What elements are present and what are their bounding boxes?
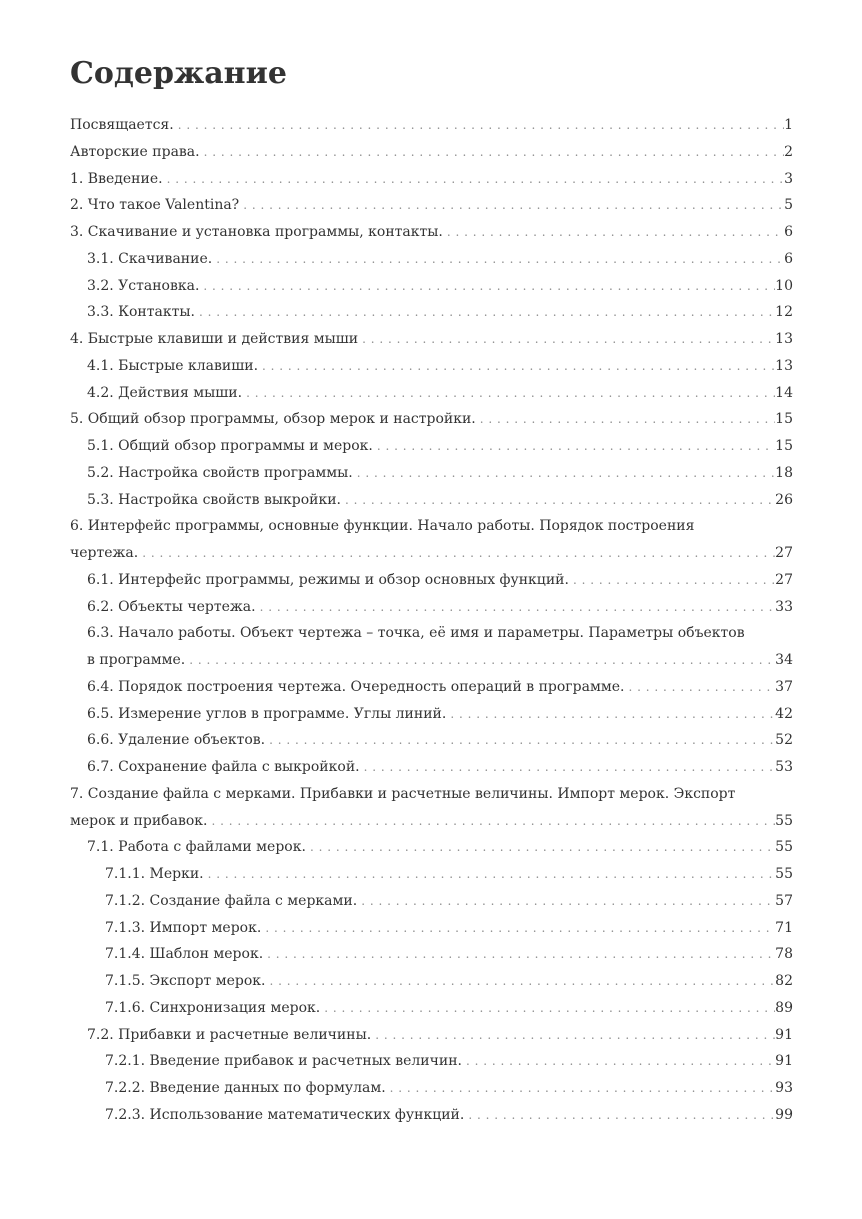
toc-entry-title: 6.5. Измерение углов в программе. Углы линий. (87, 705, 447, 722)
toc-entry-page-number: 57 (775, 892, 793, 909)
toc-entry[interactable] (70, 674, 793, 701)
toc-entry-line (87, 754, 793, 781)
dot-leader (306, 834, 775, 861)
toc-entry[interactable] (70, 513, 793, 567)
toc-entry-line (87, 487, 793, 514)
toc-entry-line (87, 647, 793, 674)
dot-leader (353, 460, 775, 487)
toc-entry[interactable] (70, 861, 793, 888)
toc-entry-title: 6.2. Объекты чертежа. (87, 598, 256, 615)
toc-entry[interactable] (70, 273, 793, 300)
dot-leader (261, 915, 775, 942)
toc-entry-title-line: 6. Интерфейс программы, основные функции. Начало работы. Порядок построения (70, 518, 695, 535)
toc-entry-page-number: 27 (775, 545, 793, 561)
toc-entry-line (70, 808, 793, 835)
toc-entry-page-number: 1 (784, 117, 793, 133)
toc-entry-title: 5. Общий обзор программы, обзор мерок и настройки. (70, 411, 476, 428)
toc-entry-title: 6.4. Порядок построения чертежа. Очередность операций в программе. (87, 678, 625, 695)
toc-entry[interactable] (70, 968, 793, 995)
dot-leader (462, 1048, 775, 1075)
toc-entry-line (105, 1075, 793, 1102)
dot-leader (443, 219, 784, 246)
toc-entry-title: 5.2. Настройка свойств программы. (87, 464, 353, 481)
toc-entry-line (87, 594, 793, 621)
toc-entry-line (105, 968, 793, 995)
toc-entry[interactable] (70, 326, 793, 353)
toc-entry-page-number: 37 (775, 678, 793, 695)
toc-entry[interactable] (70, 246, 793, 273)
toc-entry-page-number: 82 (775, 973, 793, 989)
toc-entry-line (70, 406, 793, 433)
dot-leader (200, 139, 784, 166)
toc-entry[interactable] (70, 620, 793, 674)
dot-leader (239, 192, 784, 219)
toc-entry-title: 7.2.3. Использование математических функций. (105, 1106, 465, 1123)
toc-entry[interactable] (70, 433, 793, 460)
toc-entry-title-line: 6.3. Начало работы. Объект чертежа – точка, её имя и параметры. Параметры объектов (87, 625, 745, 642)
dot-leader (242, 380, 775, 407)
toc-entry[interactable] (70, 1048, 793, 1075)
table-of-contents (70, 112, 793, 1129)
dot-leader (358, 326, 775, 353)
dot-leader (204, 861, 776, 888)
toc-entry-line (87, 380, 793, 407)
toc-entry-page-number: 14 (775, 384, 793, 401)
toc-entry-title: 1. Введение. (70, 170, 163, 187)
toc-entry[interactable] (70, 487, 793, 514)
toc-entry[interactable] (70, 139, 793, 166)
dot-leader (258, 353, 775, 380)
toc-entry-title: 7.1.3. Импорт мерок. (105, 919, 262, 936)
toc-entry-line (105, 888, 793, 915)
toc-entry[interactable] (70, 941, 793, 968)
toc-entry-page-number: 26 (775, 491, 793, 508)
toc-entry-page-number: 12 (775, 304, 793, 321)
toc-entry-title: 7.1.2. Создание файла с мерками. (105, 892, 358, 909)
toc-entry-title: 3.3. Контакты. (87, 304, 195, 321)
toc-entry-line (87, 701, 793, 728)
toc-entry-line (87, 246, 793, 273)
toc-entry-page-number: 55 (775, 812, 793, 829)
toc-entry-line (70, 219, 793, 246)
dot-leader (446, 701, 775, 728)
toc-entry-page-number: 78 (775, 946, 793, 963)
toc-entry[interactable] (70, 112, 793, 139)
toc-entry-page-number: 89 (775, 999, 793, 1016)
toc-entry-page-number: 3 (784, 170, 793, 187)
toc-entry-line (105, 941, 793, 968)
dot-leader (476, 406, 775, 433)
dot-leader (195, 299, 775, 326)
toc-entry-title: Авторские права. (70, 143, 200, 160)
dot-leader (341, 487, 775, 514)
toc-entry-title: 7.2.1. Введение прибавок и расчетных величин. (105, 1053, 462, 1070)
toc-entry-page-number: 15 (775, 438, 793, 454)
toc-entry-line (70, 112, 793, 139)
toc-entry-title: 7.2. Прибавки и расчетные величины. (87, 1026, 372, 1043)
toc-entry-page-number: 6 (784, 224, 793, 240)
toc-entry-page-number: 5 (784, 197, 793, 214)
toc-entry-page-number: 52 (775, 732, 793, 749)
toc-entry-line (87, 674, 793, 701)
toc-entry-title: 5.1. Общий обзор программы и мерок. (87, 438, 373, 454)
toc-entry-title: 7.2.2. Введение данных по формулам. (105, 1080, 386, 1096)
toc-entry[interactable] (70, 166, 793, 193)
dot-leader (138, 540, 775, 567)
toc-entry-title: 7.1.1. Мерки. (105, 866, 204, 882)
toc-entry-line (70, 166, 793, 193)
toc-entry-title: 4.1. Быстрые клавиши. (87, 357, 259, 374)
toc-entry-line (70, 540, 793, 567)
toc-entry-title: 7.1.5. Экспорт мерок. (105, 973, 266, 989)
dot-leader (320, 995, 775, 1022)
dot-leader (373, 433, 775, 460)
toc-entry[interactable] (70, 1102, 793, 1129)
toc-entry[interactable] (70, 701, 793, 728)
toc-entry-title: мерок и прибавок. (70, 812, 208, 829)
toc-entry[interactable] (70, 299, 793, 326)
toc-entry-title: 7.1. Работа с файлами мерок. (87, 839, 306, 856)
toc-entry[interactable] (70, 380, 793, 407)
toc-entry-line (87, 567, 793, 594)
toc-entry-page-number: 27 (775, 571, 793, 588)
toc-entry-title: 5.3. Настройка свойств выкройки. (87, 491, 342, 508)
toc-entry-line (105, 995, 793, 1022)
toc-entry[interactable] (70, 219, 793, 246)
dot-leader (263, 941, 775, 968)
toc-entry-page-number: 10 (775, 277, 793, 294)
dot-leader (624, 674, 775, 701)
toc-entry[interactable] (70, 1022, 793, 1049)
dot-leader (256, 594, 776, 621)
toc-entry-line (87, 299, 793, 326)
toc-entry-page-number: 13 (775, 357, 793, 374)
dot-leader (569, 567, 775, 594)
toc-entry[interactable] (70, 406, 793, 433)
toc-entry-page-number: 91 (775, 1026, 793, 1043)
toc-entry[interactable] (70, 995, 793, 1022)
toc-entry-page-number: 13 (775, 331, 793, 347)
dot-leader (386, 1075, 776, 1102)
toc-entry[interactable] (70, 727, 793, 754)
toc-entry-line (70, 326, 793, 353)
toc-entry[interactable] (70, 192, 793, 219)
dot-leader (212, 246, 784, 273)
toc-entry-page-number: 99 (775, 1106, 793, 1123)
toc-entry-title: 7.1.4. Шаблон мерок. (105, 946, 264, 963)
dot-leader (174, 112, 784, 139)
toc-entry[interactable] (70, 353, 793, 380)
toc-entry[interactable] (70, 915, 793, 942)
toc-entry[interactable] (70, 754, 793, 781)
toc-entry[interactable] (70, 460, 793, 487)
dot-leader (464, 1102, 775, 1129)
toc-entry-line (87, 727, 793, 754)
toc-entry-title: чертежа. (70, 545, 139, 561)
toc-entry-title: 3.2. Установка. (87, 277, 200, 294)
dot-leader (357, 888, 775, 915)
toc-entry-line (87, 273, 793, 300)
toc-entry-page-number: 53 (775, 759, 793, 775)
toc-entry[interactable] (70, 1075, 793, 1102)
toc-entry-title: 2. Что такое Valentina? (70, 197, 240, 214)
toc-entry-title: 4. Быстрые клавиши и действия мыши (70, 331, 359, 347)
toc-entry-line (105, 861, 793, 888)
toc-entry-line (87, 433, 793, 460)
dot-leader (163, 166, 785, 193)
toc-entry[interactable] (70, 781, 793, 835)
dot-leader (266, 968, 776, 995)
toc-entry-page-number: 15 (775, 411, 793, 428)
toc-entry-line (105, 1048, 793, 1075)
toc-entry-title: 7.1.6. Синхронизация мерок. (105, 999, 321, 1016)
toc-entry-page-number: 55 (775, 866, 793, 882)
toc-entry-title: 4.2. Действия мыши. (87, 384, 243, 401)
toc-entry-line (87, 1022, 793, 1049)
toc-entry-line (70, 139, 793, 166)
toc-entry-page-number: 91 (775, 1053, 793, 1070)
toc-entry-page-number: 2 (784, 143, 793, 160)
dot-leader (185, 647, 775, 674)
toc-entry[interactable] (70, 888, 793, 915)
dot-leader (199, 273, 775, 300)
toc-entry-title: 6.1. Интерфейс программы, режимы и обзор основных функций. (87, 571, 569, 588)
toc-entry-page-number: 71 (775, 919, 793, 936)
toc-entry-title: 6.6. Удаление объектов. (87, 732, 266, 749)
toc-entry-title: Посвящается. (70, 117, 174, 133)
toc-entry[interactable] (70, 567, 793, 594)
toc-entry-line (87, 353, 793, 380)
dot-leader (265, 727, 775, 754)
toc-entry-page-number: 55 (775, 839, 793, 856)
toc-entry-title: 6.7. Сохранение файла с выкройкой. (87, 759, 360, 775)
toc-entry-page-number: 42 (775, 705, 793, 722)
toc-entry-page-number: 18 (775, 464, 793, 481)
toc-entry[interactable] (70, 594, 793, 621)
toc-entry-page-number: 93 (775, 1080, 793, 1096)
toc-entry-page-number: 6 (784, 250, 793, 267)
toc-entry-title: 3.1. Скачивание. (87, 250, 213, 267)
toc-entry-line (70, 192, 793, 219)
toc-entry-page-number: 33 (775, 598, 793, 615)
dot-leader (371, 1022, 775, 1049)
toc-entry[interactable] (70, 834, 793, 861)
toc-entry-title: в программе. (87, 652, 186, 668)
toc-entry-line (87, 460, 793, 487)
toc-entry-line (105, 915, 793, 942)
toc-entry-page-number: 34 (775, 652, 793, 668)
toc-entry-title-line: 7. Создание файла с мерками. Прибавки и расчетные величины. Импорт мерок. Экспорт (70, 785, 736, 802)
dot-leader (360, 754, 776, 781)
toc-entry-line (105, 1102, 793, 1129)
toc-entry-line (87, 834, 793, 861)
page-title: Содержание (70, 56, 287, 91)
dot-leader (207, 808, 775, 835)
toc-entry-title: 3. Скачивание и установка программы, контакты. (70, 224, 443, 240)
